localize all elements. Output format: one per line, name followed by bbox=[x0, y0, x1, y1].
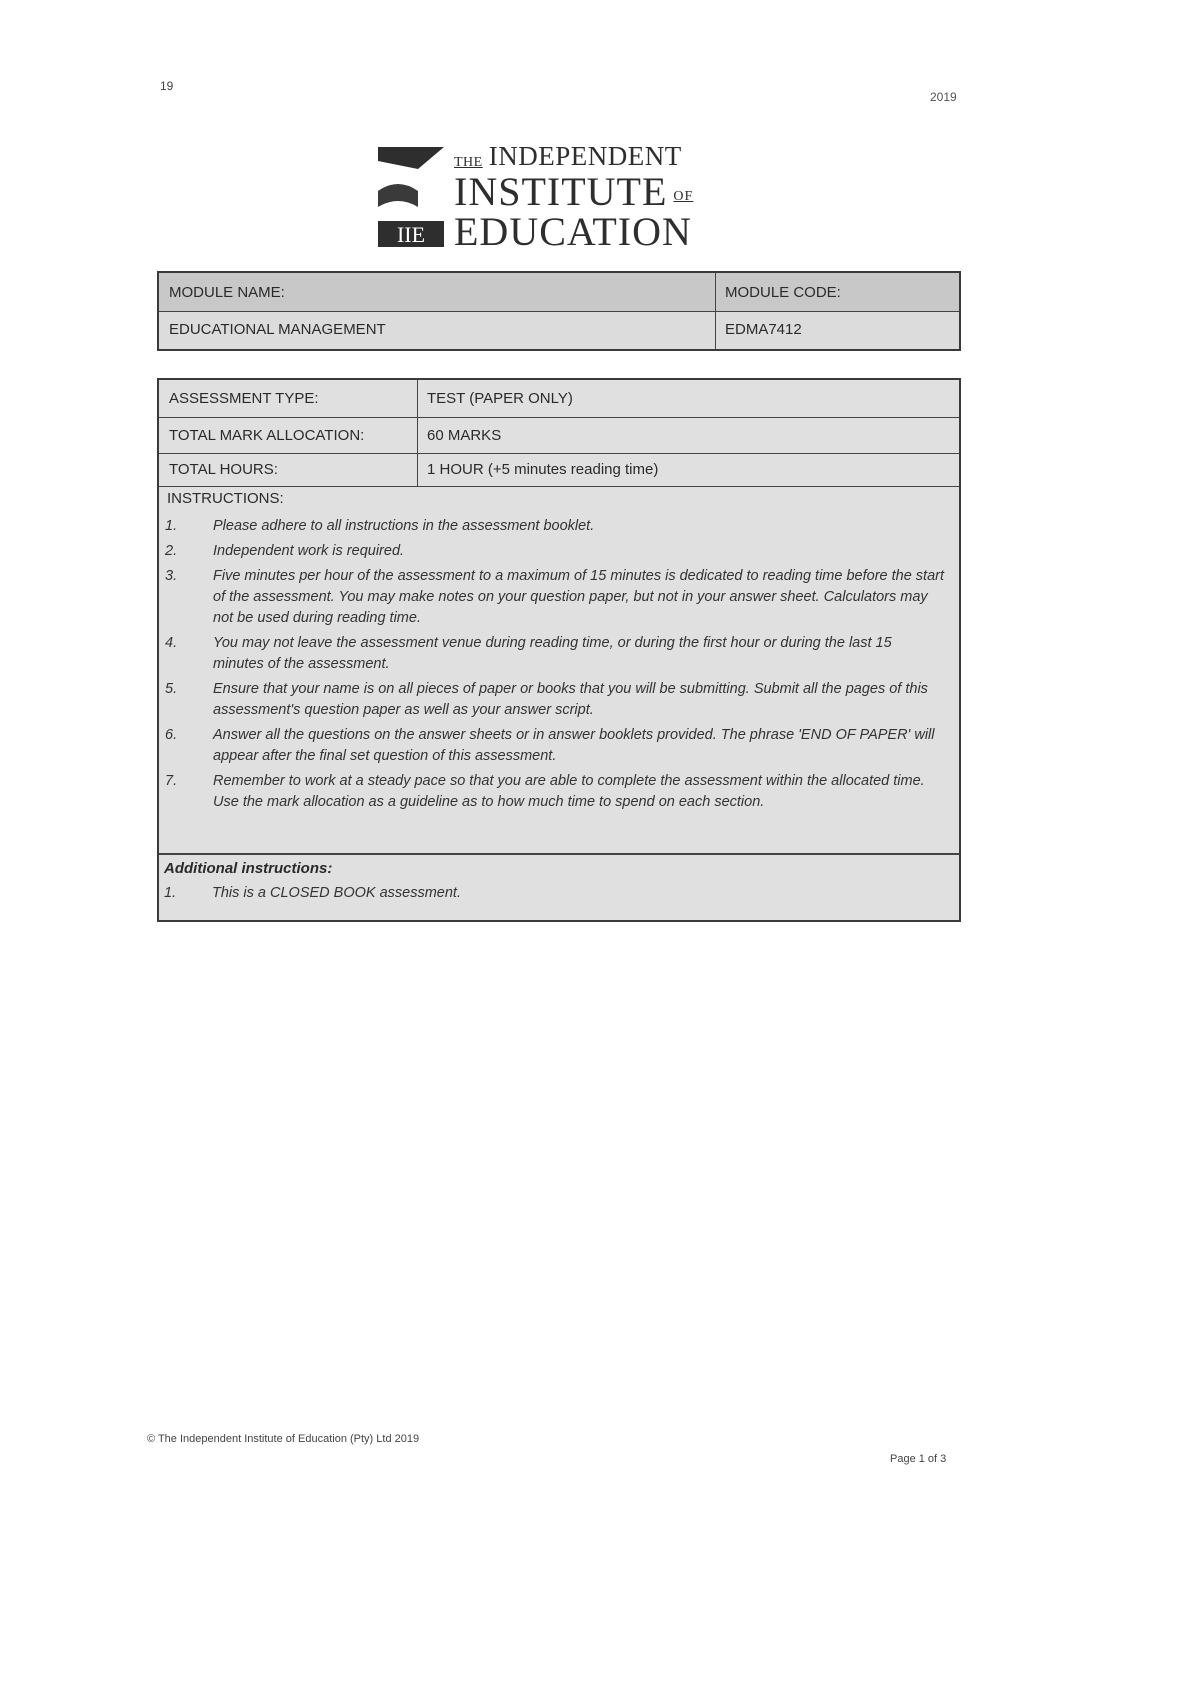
instruction-number: 3. bbox=[165, 568, 178, 584]
additional-divider bbox=[159, 853, 959, 855]
total-hours-value: 1 HOUR (+5 minutes reading time) bbox=[427, 461, 659, 478]
total-marks-label: TOTAL MARK ALLOCATION: bbox=[169, 426, 365, 444]
module-info-table bbox=[157, 271, 961, 351]
instruction-number: 6. bbox=[165, 727, 178, 743]
svg-text:IIE: IIE bbox=[396, 222, 426, 247]
institution-logo bbox=[378, 143, 748, 253]
module-header-row bbox=[159, 273, 959, 312]
additional-instructions-title: Additional instructions: bbox=[164, 860, 333, 877]
instruction-number: 4. bbox=[165, 635, 178, 651]
instructions-list bbox=[165, 516, 945, 817]
additional-instruction-number: 1. bbox=[164, 885, 177, 901]
module-code-value: EDMA7412 bbox=[725, 321, 802, 338]
instructions-title: INSTRUCTIONS: bbox=[167, 490, 284, 507]
page-corner-number: 19 bbox=[160, 79, 174, 93]
instruction-item bbox=[165, 633, 945, 675]
page-number: Page 1 of 3 bbox=[890, 1453, 947, 1465]
assessment-type-value: TEST (PAPER ONLY) bbox=[427, 390, 573, 407]
total-marks-row bbox=[159, 417, 959, 454]
instruction-number: 1. bbox=[165, 518, 178, 534]
assessment-info-table bbox=[157, 378, 961, 922]
instruction-item bbox=[165, 679, 945, 721]
instruction-number: 7. bbox=[165, 773, 178, 789]
assessment-divider bbox=[417, 380, 418, 486]
total-hours-row bbox=[159, 453, 959, 487]
logo-independent: INDEPENDENT bbox=[488, 141, 682, 171]
instruction-text: You may not leave the assessment venue during reading time, or during the first hour or during the last 15 minutes of the assessment. bbox=[213, 635, 892, 672]
logo-the: THE bbox=[454, 155, 483, 170]
assessment-type-label: ASSESSMENT TYPE: bbox=[169, 390, 319, 407]
instruction-number: 5. bbox=[165, 681, 178, 697]
page-corner-year: 2019 bbox=[930, 90, 957, 104]
module-name-label: MODULE NAME: bbox=[169, 283, 285, 301]
instruction-number: 2. bbox=[165, 543, 178, 559]
additional-instruction-text: This is a CLOSED BOOK assessment. bbox=[212, 885, 461, 901]
logo-of: OF bbox=[673, 189, 694, 204]
instruction-item bbox=[165, 725, 945, 767]
module-name-value: EDUCATIONAL MANAGEMENT bbox=[169, 321, 386, 338]
additional-instruction-item bbox=[164, 885, 461, 901]
instruction-text: Remember to work at a steady pace so that you are able to complete the assessment within the allocated time. Use the mark allocation as a guideline as to how much time to spend on each section. bbox=[213, 773, 925, 810]
instruction-text: Independent work is required. bbox=[213, 543, 405, 559]
module-divider bbox=[715, 273, 716, 349]
instruction-item bbox=[165, 516, 945, 537]
instruction-text: Please adhere to all instructions in the assessment booklet. bbox=[213, 518, 595, 534]
assessment-type-row bbox=[159, 380, 959, 418]
copyright-notice: © The Independent Institute of Education (Pty) Ltd 2019 bbox=[147, 1433, 420, 1445]
instruction-text: Answer all the questions on the answer sheets or in answer booklets provided. The phrase 'END OF PAPER' will appear after the final set question of this assessment. bbox=[213, 727, 935, 764]
instruction-text: Ensure that your name is on all pieces of paper or books that you will be submitting. Submit all the pages of this assessment's question paper as well as your answer script. bbox=[213, 681, 928, 718]
logo-wordmark bbox=[454, 143, 754, 252]
logo-education: EDUCATION bbox=[454, 209, 692, 254]
instruction-item bbox=[165, 566, 945, 629]
module-code-label: MODULE CODE: bbox=[725, 283, 841, 301]
logo-institute: INSTITUTE bbox=[454, 169, 668, 214]
instruction-item bbox=[165, 771, 945, 813]
total-hours-label: TOTAL HOURS: bbox=[169, 461, 278, 478]
module-value-row bbox=[159, 311, 959, 348]
instruction-text: Five minutes per hour of the assessment to a maximum of 15 minutes is dedicated to reading time before the start of the assessment. You may make notes on your question paper, but not in your answer sheet. Calculators may not be used during reading time. bbox=[213, 568, 944, 626]
logo-book-icon bbox=[378, 147, 444, 247]
instruction-item bbox=[165, 541, 945, 562]
total-marks-value: 60 MARKS bbox=[427, 426, 502, 444]
